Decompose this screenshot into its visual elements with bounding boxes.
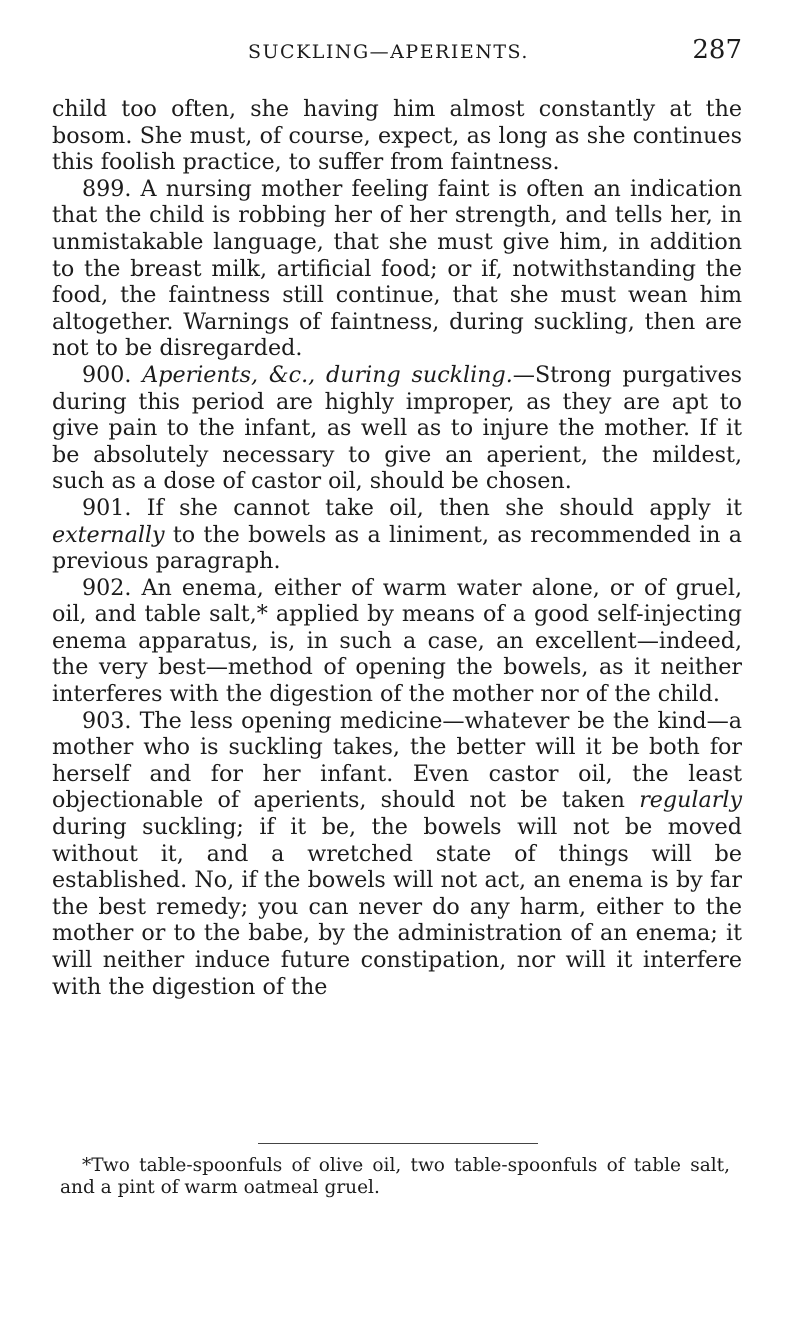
paragraph-number: 899. <box>82 175 132 202</box>
paragraph-title: Aperients, &c., during suckling. <box>142 361 513 388</box>
paragraph-text: to the bowels as a liniment, as recommended in a previous paragraph. <box>52 521 742 575</box>
paragraph-899 <box>52 176 742 362</box>
paragraph-number: 901. <box>82 494 132 521</box>
paragraph-emphasis: regularly <box>639 787 742 814</box>
footnote-divider <box>258 1143 538 1144</box>
page-number: 287 <box>692 35 742 65</box>
paragraph-number: 902. <box>82 574 132 601</box>
paragraph-902 <box>52 575 742 708</box>
page-header <box>248 35 742 65</box>
paragraph-number: 900. <box>82 361 132 388</box>
paragraph-text: The less opening medicine—whatever be the kind—a mother who is suckling takes, the better will it be both for herself and for her infant. Even castor oil, the least objectionable of aperients, should not be taken <box>52 707 742 814</box>
paragraph-text: An enema, either of warm water alone, or of gruel, oil, and table salt,* applied by means of a good self-injecting enema apparatus, is, in such a case, an excellent—indeed, the very best—method of opening the bowels, as it neither interferes with the digestion of the mother nor of the child. <box>52 574 742 708</box>
footnote-text: *Two table-spoonfuls of olive oil, two table-spoonfuls of table salt, and a pint of warm oatmeal gruel. <box>60 1155 730 1198</box>
running-head: SUCKLING—APERIENTS. <box>248 41 529 63</box>
paragraph-text: —Strong purgatives during this period are highly improper, as they are apt to give pain to the infant, as well as to injure the mother. If it be absolutely necessary to give an aperient, the mildest, such as a dose of castor oil, should be chosen. <box>52 361 742 495</box>
paragraph-903 <box>52 708 742 1001</box>
paragraph-901 <box>52 495 742 575</box>
paragraph-text: If she cannot take oil, then she should apply it <box>146 494 743 521</box>
paragraph-emphasis: externally <box>52 521 165 548</box>
paragraph-900 <box>52 362 742 495</box>
paragraph-text: during suckling; if it be, the bowels will not be moved without it, and a wretched state of things will be established. No, if the bowels will not act, an enema is by far the best remedy; you can never do any harm, either to the mother or to the babe, by the administration of an enema; it will neither induce future constipation, nor will it interfere with the digestion of the <box>52 814 742 1000</box>
paragraph-text: child too often, she having him almost constantly at the bosom. She must, of course, expect, as long as she continues this foolish practice, to suffer from faintness. <box>52 96 742 176</box>
footnote <box>60 1155 730 1199</box>
paragraph-number: 903. <box>82 707 132 734</box>
paragraph-text: A nursing mother feeling faint is often an indication that the child is robbing her of her strength, and tells her, in unmistakable language, that she must give him, in addition to the breast milk, artificial food; or if, notwithstanding the food, the faintness still continue, that she must wean him altogether. Warnings of faintness, during suckling, then are not to be disregarded. <box>52 175 742 362</box>
body-text <box>52 96 742 1000</box>
paragraph-continued <box>52 96 742 176</box>
